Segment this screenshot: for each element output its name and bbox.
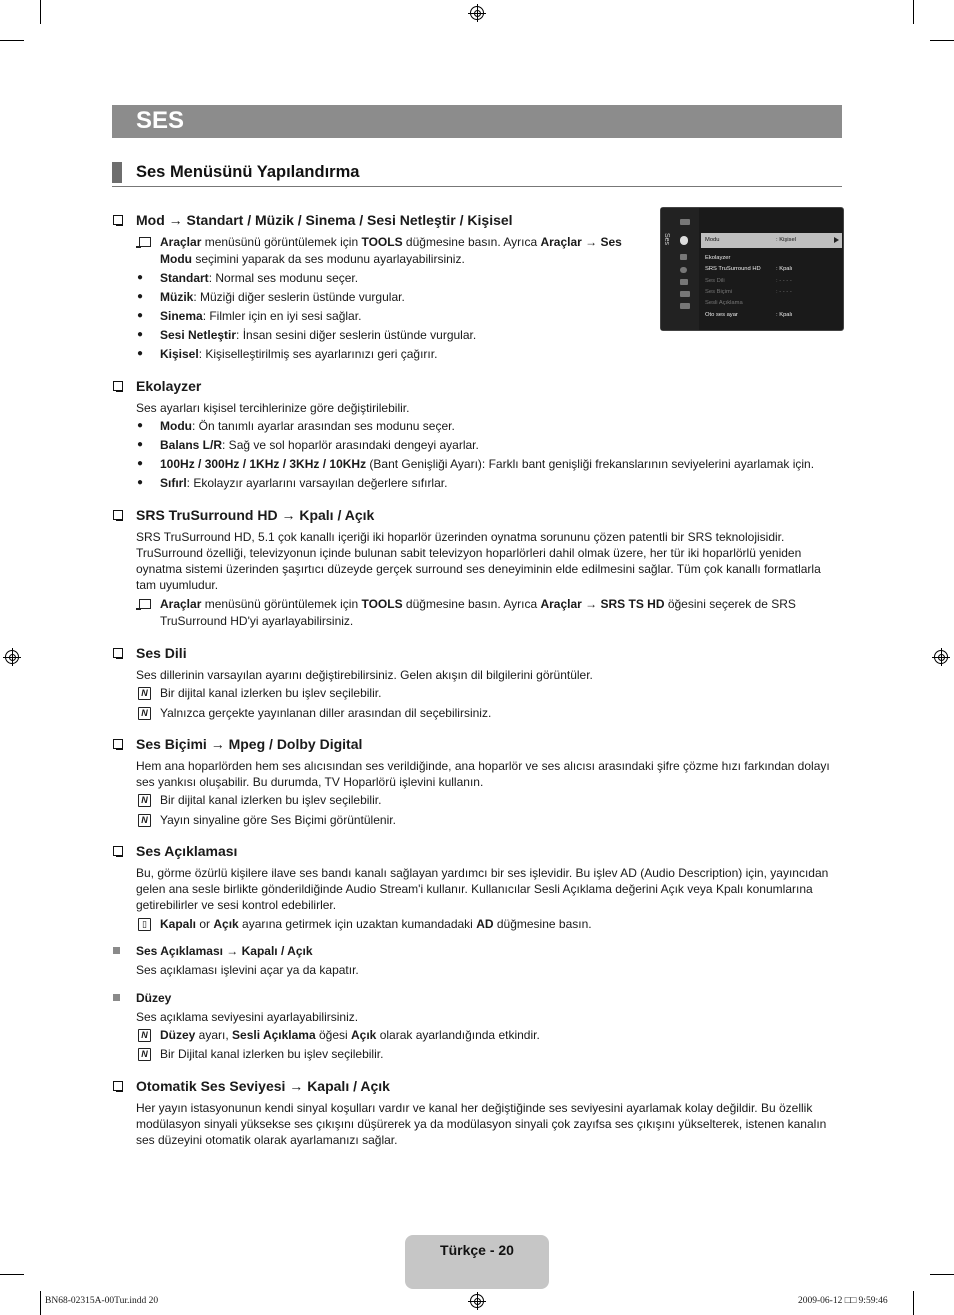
list-item: ● Sesi Netleştir: İnsan sesini diğer seslerin üstünde vurgular. [160,327,842,343]
section-oto-ses [112,1077,842,1148]
crop-mark [930,40,954,41]
section-heading-ses-aciklamasi: Ses Açıklaması [112,842,842,862]
page-number: Türkçe - 20 [440,1242,514,1258]
tv-menu-row-value: : - - - - [776,278,792,284]
note: N Düzey ayarı, Sesli Açıklama öğesi Açık olarak ayarlandığında etkindir. [160,1027,842,1044]
crop-mark [0,40,24,41]
paragraph: Her yayın istasyonunun kendi sinyal koşulları vardır ve kanal her değiştiğinde ses seviyesini ayarlamak kolay değildir. Bu özellik modülasyon sinyali yüksekse ses çıkışını düşürerek ya da modülasyon sinyali çok zayıfsa ses çıkışını yükselterek, istenen kanalın ses düzeyini otomatik olarak ayarlamanızı sağlar. [136,1100,827,1147]
section-ekolayzer [112,377,842,491]
note-icon: N [138,1048,151,1061]
page-number-tab [405,1235,549,1289]
section-heading-ses-bicimi: Ses Biçimi → Mpeg / Dolby Digital [112,735,842,755]
note-icon: N [138,687,151,700]
tv-menu-row-value: : - - - - [776,289,792,295]
heading-marker [112,162,122,183]
crop-mark [913,1291,914,1315]
paragraph: Ses ayarları kişisel tercihlerinize göre değiştirilebilir. [136,401,410,415]
tv-menu-row-label: SRS TruSurround HD [705,266,761,272]
remote-note: ▯ Kapalı or Açık ayarına getirmek için uzaktan kumandadaki AD düğmesine basın. [160,916,842,933]
note: N Bir dijital kanal izlerken bu işlev seçilebilir. [160,685,842,702]
section-heading-ses-dili: Ses Dili [112,644,842,664]
crop-mark [40,1291,41,1315]
tv-menu-side-label: Ses [663,233,670,246]
tv-menu-row-label: Modu [705,237,720,243]
tv-menu-row-label: Oto ses ayar [705,312,738,318]
list-item: ● 100Hz / 300Hz / 1KHz / 3KHz / 10KHz (Bant Genişliği Ayarı): Farklı bant genişliği frekanslarının seviyelerini ayarlamak için. [160,456,842,472]
note: N Bir Dijital kanal izlerken bu işlev seçilebilir. [160,1046,842,1063]
list-item: ● Modu: Ön tanımlı ayarlar arasından ses modunu seçer. [160,418,842,434]
note-icon: N [138,794,151,807]
manual-content [112,211,842,1150]
tv-menu-row-value: : Kpalı [776,266,793,272]
section-ses-dili [112,644,842,721]
list-item: ● Müzik: Müziği diğer seslerin üstünde vurgular. [160,289,842,305]
list-item: ● Kişisel: Kişiselleştirilmiş ses ayarlarınızı geri çağırır. [160,346,842,362]
paragraph: SRS TruSurround HD, 5.1 çok kanallı içeriği iki hoparlör üzerinden oynatma sorununu çözen patentli bir SRS teknolojisidir. TruSurround özelliği, televizyonun içinde bulunan sabit televizyon hoparlörleri dahil olmak üzere, her tür iki hoparlörlü yeniden oynatma sistemi üzerinden şaşırtıcı düzeyde gerçek surround ses deneyiminin elde edilmesini sağlar. Tüm çok kanallı formatlarla tam uyumludur. [136,530,821,592]
tv-menu-row-label: Ses Dili [705,278,725,284]
section-ses-bicimi [112,735,842,828]
crop-mark [40,0,41,24]
tv-menu-row-label: Ekolayzer [705,255,731,261]
section-heading-srs: SRS TruSurround HD → Kpalı / Açık [112,506,842,526]
note: N Yalnızca gerçekte yayınlanan diller arasından dil seçebilirsiniz. [160,705,842,722]
section-heading-ekolayzer: Ekolayzer [112,377,842,397]
section-srs [112,506,842,629]
crop-mark [0,1274,24,1275]
registration-mark-icon [3,648,21,666]
print-date-label: 2009-06-12 □□ 9:59:46 [798,1296,888,1306]
registration-mark-icon [468,4,486,22]
subsection-heading: Düzey [112,989,842,1009]
list-item: ● Standart: Normal ses modunu seçer. [160,270,842,286]
remote-icon: ▯ [138,918,151,931]
section-heading-oto-ses: Otomatik Ses Seviyesi → Kapalı / Açık [112,1077,842,1097]
section-heading-mod: Mod → Standart / Müzik / Sinema / Sesi Netleştir / Kişisel [112,211,842,231]
tools-note: Araçlar menüsünü görüntülemek için TOOLS düğmesine basın. Ayrıca Araçlar → Ses Modu seçimini yaparak da ses modunu ayarlayabilirsiniz. [160,234,630,267]
note-icon: N [138,1029,151,1042]
note: N Yayın sinyaline göre Ses Biçimi görüntülenir. [160,812,842,829]
list-item: ● Balans L/R: Sağ ve sol hoparlör arasındaki dengeyi ayarlar. [160,437,842,453]
note-icon: N [138,814,151,827]
paragraph: Ses açıklama seviyesini ayarlayabilirsiniz. [136,1009,359,1024]
list-item: ● Sıfırl: Ekolayzır ayarlarını varsayılan değerlere sıfırlar. [160,475,842,491]
tv-menu-row-value: : Kişisel [776,237,796,243]
page-title-bar [112,105,842,138]
list-item: ● Sinema: Filmler için en iyi sesi sağlar. [160,308,842,324]
note-icon: N [138,707,151,720]
subsection-heading: Ses Açıklaması → Kapalı / Açık [112,942,842,962]
registration-mark-icon [468,1292,486,1310]
tools-icon [138,598,149,609]
paragraph: Ses dillerinin varsayılan ayarını değiştirebilirsiniz. Gelen akışın dil bilgilerini görüntüler. [136,668,593,682]
note: N Bir dijital kanal izlerken bu işlev seçilebilir. [160,792,842,809]
crop-mark [930,1274,954,1275]
paragraph: Hem ana hoparlörden hem ses alıcısından ses verildiğinde, ana hoparlör ve ses alıcısı arasındaki şifre çözme hızı farkından dolayı ses yankısı oluşabilir. Bu durumda, TV Hoparlörü işlevini kullanın. [136,759,830,789]
section-ses-aciklamasi [112,842,842,1063]
paragraph: Ses açıklaması işlevini açar ya da kapatır. [136,962,359,977]
print-file-label: BN68-02315A-00Tur.indd 20 [45,1296,159,1306]
section-title: Ses Menüsünü Yapılandırma [136,163,360,181]
page-title: SES [136,107,185,134]
tools-icon [138,236,149,247]
section-mod [112,211,842,362]
tv-menu-row-label: Ses Biçimi [705,289,733,295]
registration-mark-icon [932,648,950,666]
tv-menu-row-value: : Kpalı [776,312,793,318]
tv-menu-row-label: Sesli Açıklama [705,300,743,306]
section-heading [112,162,842,187]
paragraph: Bu, görme özürlü kişilere ilave ses bandı kanalı sağlayan yardımcı bir ses işlevidir. Bu işlev AD (Audio Description) için, yayıncıdan gelen ana sesle birlikte gönderildiğinde Audio Stream'i kullanır. Kullanıcılar Sesli Açıklama değerini Açık veya Kpalı konumlarına getirebilirler ve sesi kontrol edebilirler. [136,866,829,912]
crop-mark [913,0,914,24]
tools-note: Araçlar menüsünü görüntülemek için TOOLS düğmesine basın. Ayrıca Araçlar → SRS TS HD öğesini seçerek de SRS TruSurround HD'yi ayarlayabilirsiniz. [160,596,842,629]
